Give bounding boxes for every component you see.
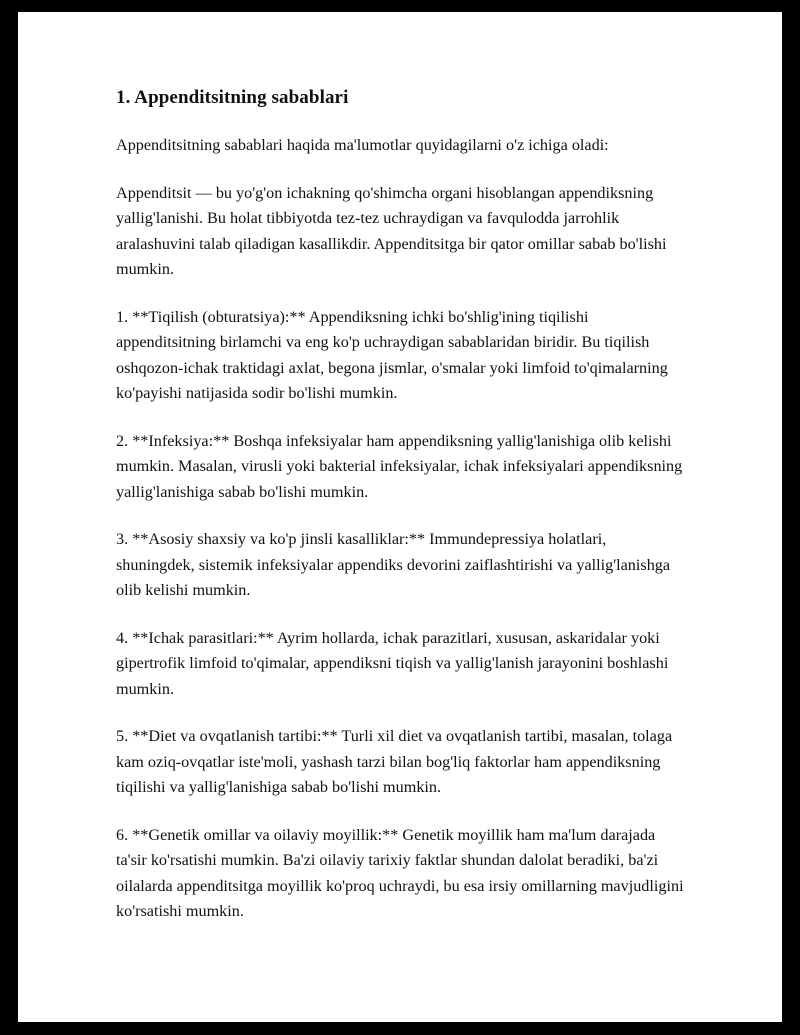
paragraph-definition: Appenditsit — bu yo'g'on ichakning qo'shimcha organi hisoblangan appendiksning yallig'lanishi. Bu holat tibbiyotda tez-tez uchraydigan va favqulodda jarrohlik aralashuvini talab qiladigan kasallikdir. Appenditsitga bir qator omillar sabab bo'lishi mumkin. xyxy=(116,183,667,278)
paragraph-cause-1: 1. **Tiqilish (obturatsiya):** Appendiksning ichki bo'shlig'ining tiqilishi appenditsitning birlamchi va eng ko'p uchraydigan sabablaridan biridir. Bu tiqilish oshqozon-ichak traktidagi axlat, begona jismlar, o'smalar yoki limfoid to'qimalarning ko'payishi natijasida sodir bo'lishi mumkin. xyxy=(116,307,668,402)
paragraph-cause-2: 2. **Infeksiya:** Boshqa infeksiyalar ham appendiksning yallig'lanishiga olib kelishi mumkin. Masalan, virusli yoki bakterial infeksiyalar, ichak infeksiyalari appendiksning yallig'lanishiga sabab bo'lishi mumkin. xyxy=(116,431,683,501)
paragraph-intro: Appenditsitning sabablari haqida ma'lumotlar quyidagilarni o'z ichiga oladi: xyxy=(116,136,609,154)
paragraph-cause-4: 4. **Ichak parasitlari:** Ayrim hollarda, ichak parazitlari, xususan, askaridalar yoki gipertrofik limfoid to'qimalar, appendiksni tiqish va yallig'lanish jarayonini boshlashi mumkin. xyxy=(116,628,669,698)
paragraph-cause-5: 5. **Diet va ovqatlanish tartibi:** Turli xil diet va ovqatlanish tartibi, masalan, tolaga kam oziq-ovqatlar iste'moli, yashash tarzi bilan bog'liq faktorlar ham appendiksning tiqilishi va yallig'lanishiga sabab bo'lishi mumkin. xyxy=(116,727,673,796)
page-title: 1. Appenditsitning sabablari xyxy=(116,87,349,108)
paragraph-cause-3: 3. **Asosiy shaxsiy va ko'p jinsli kasalliklar:** Immundepressiya holatlari, shuningdek, sistemik infeksiyalar appendiks devorini zaiflashtirishi va yallig'lanishga olib kelishi mumkin. xyxy=(116,530,671,599)
document-page xyxy=(18,12,782,1022)
paragraph-cause-6: 6. **Genetik omillar va oilaviy moyillik:** Genetik moyillik ham ma'lum darajada ta'sir ko'rsatishi mumkin. Ba'zi oilaviy tarixiy faktlar shundan dalolat beradiki, ba'zi oilalarda appenditsitga moyillik ko'proq uchraydi, bu esa irsiy omillarning mavjudligini ko'rsatishi mumkin. xyxy=(116,825,684,920)
document-body xyxy=(116,87,686,925)
